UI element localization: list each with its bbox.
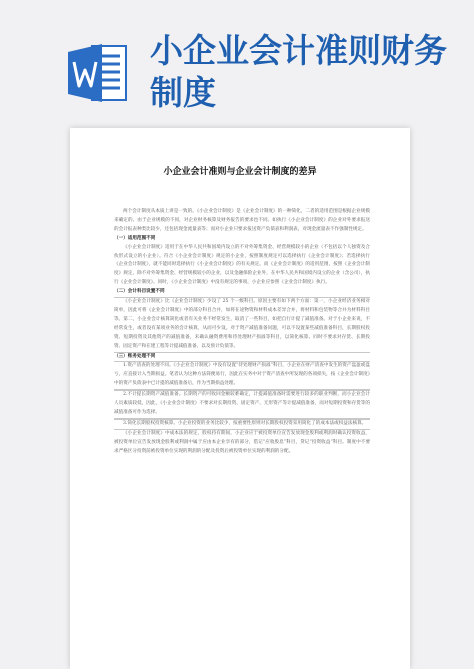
document-body — [114, 208, 370, 456]
banner — [0, 0, 474, 120]
paragraph: 《小企业会计制度》中成本法的规定，股权持有期间，小企业应于被投资单位宣告发放现金股利或利润时确认投资收益，被投资单位宣告发放现金股利或利润中属于应由本企业享有的部分，借记“应收股息”科目，贷记“投资收益”科目。制度中不要求严格区分投资前被投资单位实现的利润的分配及投资后被投资单位实现的利润的分配。 — [114, 430, 370, 454]
paragraph: 《小企业会计制度》比《企业会计制度》少设了 25 个一级科目。原因主要有如下两个方面：第一，小企业经济业务相对简单，因此可将《企业会计制度》中的部分科目合并，如将在途物资和材料成本差异合并，将材料和包装物等合并为材料科目等。第二，小企业会计核算简化或者有关业务不经常发生，取消了一些科目，如把自行计提了减值准备。对于小企业来说，不经常发生，或者没有某项业务的会计核算，从而可少设。对于资产减值准备问题，可以不设置某些减值准备科目，长期股权投资、短期投资及其他资产的减值准备，未确认融资费用和待处理财产损溢等科目，以简化核算。同时不要求对存货、长期投资、固定资产和在建工程等计提减值准备，以及预计负债等。 — [114, 297, 370, 352]
word-document-icon — [68, 42, 128, 104]
paragraph: 两个会计制度从本质上讲是一致的。《小企业会计制度》是《企业会计制度》的一种简化，二者的适用范围是根据企业规模来确定的。由于企业规模的不同，对企业财务核算及财务报告的要求也不同。如执行《小企业会计制度》的企业对外要求报送的会计报表种类比较少，还包括现金流量表等；而对小企业只要求报送资产负债表和利润表，对现金流量表不作强制性规定。 — [114, 209, 370, 232]
document-page — [70, 128, 410, 669]
paragraph: 3.简化长期股权投资核算。小企业投资的业务比较少，按重要性原则对长期股权投资采用简化了的成本法或权益法核算。 — [114, 419, 370, 430]
section-heading: （一）适用范围不同 — [114, 235, 156, 241]
paragraph: 2.不计提长期资产减值准备。长期资产的可收回金额较难确定，计提减值准备时需要进行较多的职业判断，而小企业会计人员素质较低，因此，《小企业会计制度》不要求对长期投资、固定资产、无形资产等计提减值准备，而对短期投资和存货等的减值准备可作为选择。 — [114, 390, 370, 419]
paragraph: 1.资产清查的处理不同。《小企业会计制度》中没有设置“待处理财产损溢”科目，小企业在财产清查中发生的资产盘盈或盘亏，应直接计入当期损益。笔者认为这种方法简便易行，因此在实务中对于资产清查中所发现的各项损失，按《企业会计制度》中的资产负债表中已计提的减值准备后，作为当期损益处理。 — [114, 361, 370, 390]
section-heading: （二）会计科目设置不同 — [114, 289, 165, 295]
document-title: 小企业会计准则与企业会计制度的差异 — [163, 167, 317, 177]
banner-title: 小企业会计准则财务制度 — [150, 31, 447, 112]
section-heading: （三）账务处理不同 — [114, 353, 156, 359]
paragraph: 《小企业会计制度》适用于在中华人民共和国境内设立的不对外筹集资金、经营规模较小的企业（不包括以个人独资及合伙形式设立的小企业）。符合《小企业会计制度》规定的小企业，按照制度规定可以选择执行《企业会计制度》；若选择执行《企业会计制度》，就不能同时选择执行《小企业会计制度》的有关规定。而《企业会计制度》的适用范围，按照《企业会计制度》规定，除不对外筹集资金、经营规模较小的企业，以及金融保险企业外，在中华人民共和国境内设立的企业（含公司），执行《企业会计制度》。同时，《小企业会计制度》中没有规定的事项，小企业应参照《企业会计制度》执行。 — [114, 244, 370, 286]
